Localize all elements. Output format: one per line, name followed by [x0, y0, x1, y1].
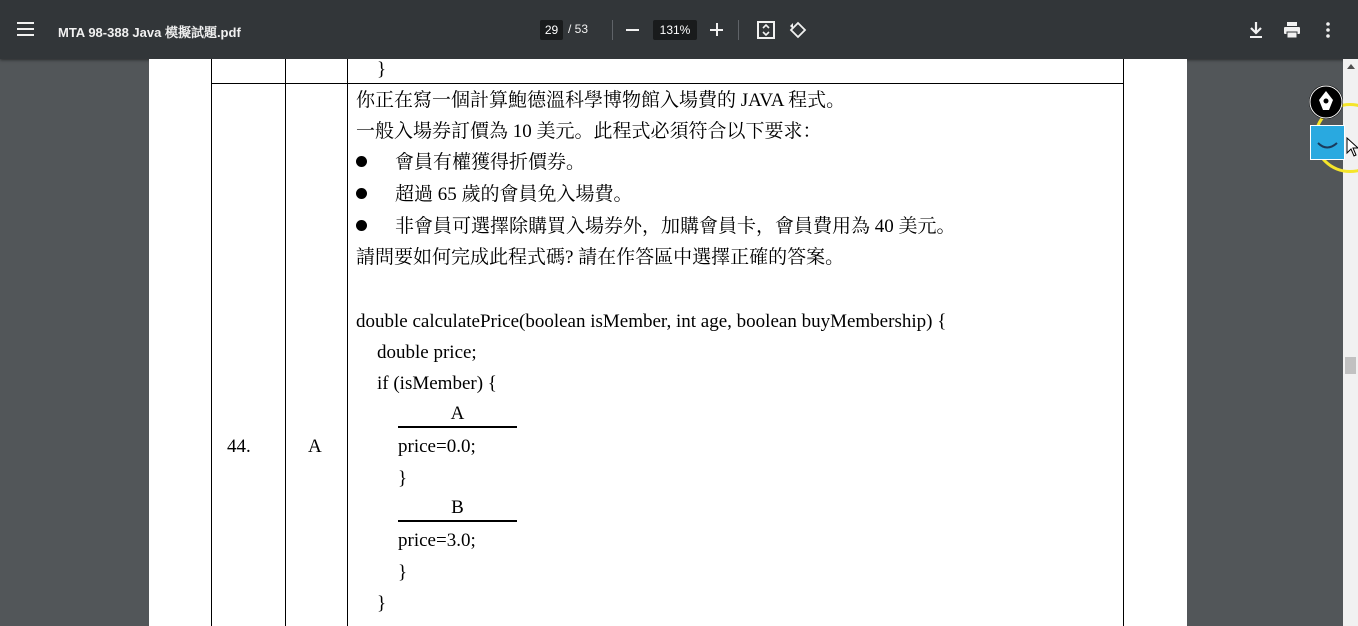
toolbar-divider	[738, 20, 739, 40]
screen-capture-widget-icon[interactable]	[1310, 125, 1345, 160]
scroll-up-icon[interactable]	[1347, 64, 1355, 69]
code-line: }	[398, 468, 408, 489]
requirement-bullet: 超過 65 歲的會員免入場費。	[356, 184, 633, 206]
requirement-bullet: 會員有權獲得折價券。	[356, 152, 585, 174]
code-line: price=3.0;	[398, 530, 476, 551]
pdf-page	[149, 59, 1187, 626]
code-line: }	[398, 562, 408, 583]
answer-blank-b: B	[398, 498, 517, 522]
scrollbar-thumb[interactable]	[1345, 357, 1356, 374]
more-options-icon[interactable]	[1318, 20, 1338, 40]
question-intro-line: 一般入場券訂價為 10 美元。此程式必須符合以下要求：	[356, 121, 822, 142]
question-table	[211, 59, 1124, 626]
document-title: MTA 98-388 Java 模擬試題.pdf	[58, 25, 241, 40]
code-line: double price;	[377, 342, 477, 363]
bullet-icon	[356, 156, 367, 167]
question-number: 44.	[227, 436, 251, 457]
bullet-icon	[356, 220, 367, 231]
question-intro-line: 你正在寫一個計算鮑德溫科學博物館入場費的 JAVA 程式。	[356, 90, 846, 111]
toolbar-divider	[612, 20, 613, 40]
bullet-icon	[356, 188, 367, 199]
code-line: price=0.0;	[398, 436, 476, 457]
zoom-in-icon[interactable]	[710, 23, 723, 36]
requirement-bullet: 非會員可選擇除購買入場券外，加購會員卡，會員費用為 40 美元。	[356, 216, 956, 238]
code-line: if (isMember) {	[377, 373, 497, 394]
code-line: double calculatePrice(boolean isMember, int age, boolean buyMembership) {	[356, 311, 947, 332]
download-icon[interactable]	[1246, 20, 1266, 40]
answer-blank-a: A	[398, 404, 517, 428]
pen-tool-icon[interactable]	[1309, 85, 1343, 119]
menu-icon[interactable]	[17, 22, 34, 36]
zoom-out-icon[interactable]	[626, 29, 639, 31]
rotate-icon[interactable]	[788, 20, 808, 40]
previous-row-brace: }	[377, 59, 387, 80]
pdf-toolbar	[0, 0, 1358, 59]
question-prompt: 請問要如何完成此程式碼? 請在作答區中選擇正確的答案。	[356, 247, 845, 268]
page-total: / 53	[568, 22, 589, 36]
zoom-level-input[interactable]: 131%	[653, 20, 697, 40]
print-icon[interactable]	[1282, 20, 1302, 40]
fit-to-page-icon[interactable]	[756, 20, 776, 40]
mouse-cursor-icon	[1346, 137, 1358, 157]
code-line: }	[377, 593, 387, 614]
question-answer: A	[308, 436, 322, 457]
page-number-input[interactable]: 29	[540, 20, 563, 40]
